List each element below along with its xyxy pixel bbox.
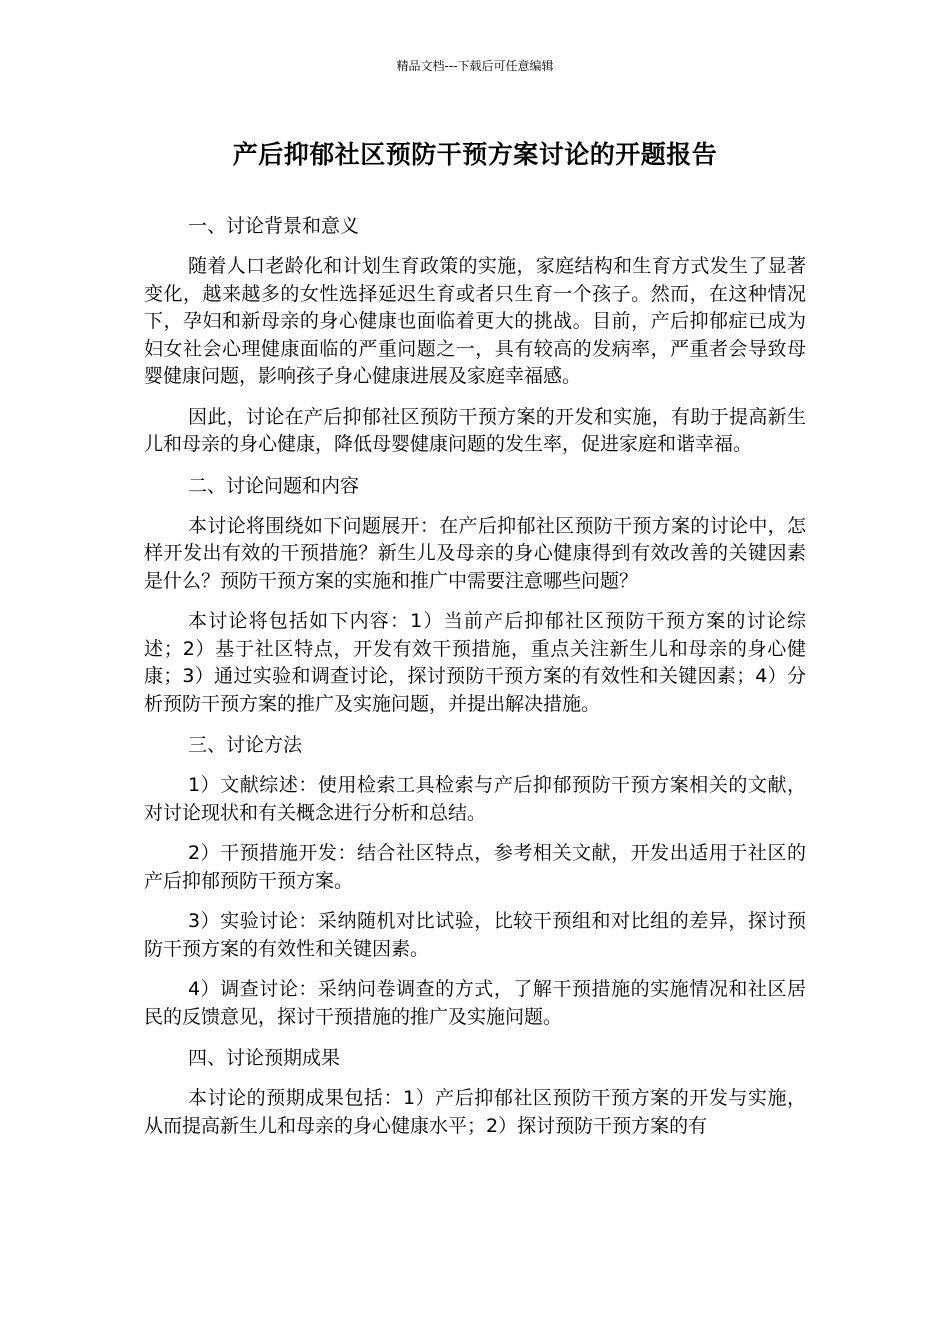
paragraph: 4）调查讨论：采纳问卷调查的方式，了解干预措施的实施情况和社区居民的反馈意见，探讨干预措施的推广及实施问题。 <box>144 978 806 1028</box>
paragraph: 本讨论将围绕如下问题展开：在产后抑郁社区预防干预方案的讨论中，怎样开发出有效的干预措施？新生儿及母亲的身心健康得到有效改善的关键因素是什么？预防干预方案的实施和推广中需要注意哪些问题？ <box>144 514 806 592</box>
paragraph: 2）干预措施开发：结合社区特点，参考相关文献，开发出适用于社区的产后抑郁预防干预方案。 <box>144 842 806 892</box>
section-heading: 四、讨论预期成果 <box>188 1047 341 1069</box>
paragraph: 因此，讨论在产后抑郁社区预防干预方案的开发和实施，有助于提高新生儿和母亲的身心健康，降低母婴健康问题的发生率，促进家庭和谐幸福。 <box>144 405 806 455</box>
section-heading: 二、讨论问题和内容 <box>188 474 360 497</box>
document-body <box>144 212 806 1153</box>
page-header: 精品文档---下载后可任意编辑 <box>396 59 554 73</box>
paragraph: 随着人口老龄化和计划生育政策的实施，家庭结构和生育方式发生了显著变化，越来越多的女性选择延迟生育或者只生育一个孩子。然而，在这种情况下，孕妇和新母亲的身心健康也面临着更大的挑战。目前，产后抑郁症已成为妇女社会心理健康面临的严重问题之一，具有较高的发病率，严重者会导致母婴健康问题，影响孩子身心健康进展及家庭幸福感。 <box>144 255 806 387</box>
paragraph: 3）实验讨论：采纳随机对比试验，比较干预组和对比组的差异，探讨预防干预方案的有效性和关键因素。 <box>144 910 806 960</box>
paragraph: 1）文献综述：使用检索工具检索与产后抑郁预防干预方案相关的文献，对讨论现状和有关概念进行分析和总结。 <box>144 774 806 824</box>
section-heading: 三、讨论方法 <box>188 734 303 756</box>
section-heading: 一、讨论背景和意义 <box>188 215 360 237</box>
paragraph: 本讨论将包括如下内容：1）当前产后抑郁社区预防干预方案的讨论综述；2）基于社区特点，开发有效干预措施，重点关注新生儿和母亲的身心健康；3）通过实验和调查讨论，探讨预防干预方案的有效性和关键因素；4）分析预防干预方案的推广及实施问题，并提出解决措施。 <box>144 610 806 715</box>
document-title: 产后抑郁社区预防干预方案讨论的开题报告 <box>232 140 718 169</box>
paragraph: 本讨论的预期成果包括：1）产后抑郁社区预防干预方案的开发与实施，从而提高新生儿和母亲的身心健康水平；2）探讨预防干预方案的有 <box>144 1087 806 1137</box>
